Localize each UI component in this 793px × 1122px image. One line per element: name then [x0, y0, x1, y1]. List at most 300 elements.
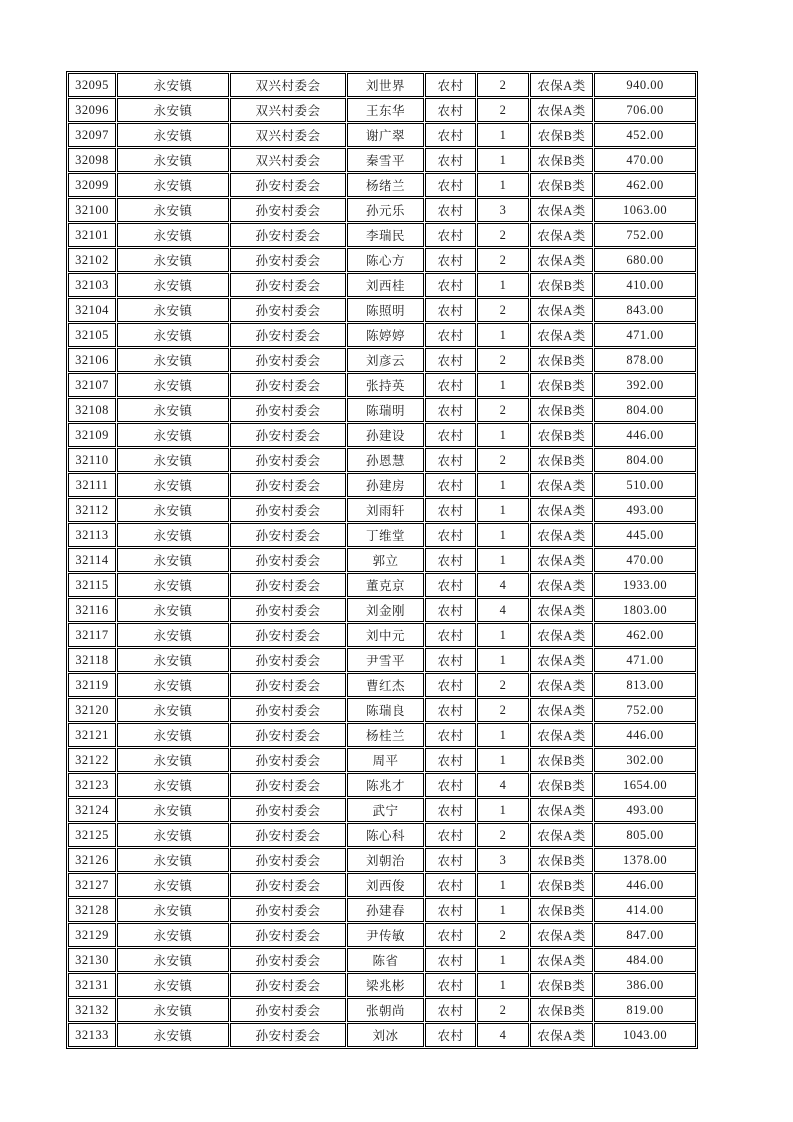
cell-count: 1: [477, 373, 529, 397]
cell-id: 32115: [68, 573, 116, 597]
cell-amount: 510.00: [594, 473, 696, 497]
cell-category: 农村: [425, 748, 476, 772]
cell-category: 农村: [425, 773, 476, 797]
cell-name: 王东华: [347, 98, 424, 122]
cell-name: 刘彦云: [347, 348, 424, 372]
cell-name: 郭立: [347, 548, 424, 572]
cell-insurance-type: 农保B类: [530, 898, 593, 922]
cell-amount: 470.00: [594, 548, 696, 572]
cell-category: 农村: [425, 973, 476, 997]
cell-count: 1: [477, 973, 529, 997]
cell-insurance-type: 农保B类: [530, 448, 593, 472]
table-row: [68, 998, 696, 1022]
cell-id: 32097: [68, 123, 116, 147]
cell-count: 1: [477, 648, 529, 672]
cell-id: 32107: [68, 373, 116, 397]
cell-count: 1: [477, 473, 529, 497]
cell-amount: 843.00: [594, 298, 696, 322]
cell-amount: 940.00: [594, 73, 696, 97]
cell-id: 32131: [68, 973, 116, 997]
table-row: [68, 223, 696, 247]
cell-town: 永安镇: [117, 198, 229, 222]
cell-amount: 819.00: [594, 998, 696, 1022]
cell-name: 陈心方: [347, 248, 424, 272]
cell-insurance-type: 农保A类: [530, 823, 593, 847]
cell-town: 永安镇: [117, 273, 229, 297]
cell-insurance-type: 农保A类: [530, 573, 593, 597]
cell-insurance-type: 农保A类: [530, 323, 593, 347]
table-row: [68, 298, 696, 322]
table-row: [68, 873, 696, 897]
cell-category: 农村: [425, 498, 476, 522]
cell-name: 刘冰: [347, 1023, 424, 1047]
cell-amount: 471.00: [594, 648, 696, 672]
cell-id: 32096: [68, 98, 116, 122]
cell-town: 永安镇: [117, 323, 229, 347]
cell-village: 孙安村委会: [230, 1023, 346, 1047]
table-row: [68, 548, 696, 572]
cell-id: 32123: [68, 773, 116, 797]
cell-town: 永安镇: [117, 123, 229, 147]
cell-count: 4: [477, 1023, 529, 1047]
cell-town: 永安镇: [117, 873, 229, 897]
table-row: [68, 173, 696, 197]
cell-count: 1: [477, 123, 529, 147]
cell-amount: 446.00: [594, 423, 696, 447]
cell-insurance-type: 农保A类: [530, 698, 593, 722]
table-row: [68, 698, 696, 722]
cell-insurance-type: 农保A类: [530, 598, 593, 622]
cell-count: 4: [477, 773, 529, 797]
table-row: [68, 423, 696, 447]
cell-amount: 493.00: [594, 498, 696, 522]
cell-id: 32121: [68, 723, 116, 747]
cell-category: 农村: [425, 448, 476, 472]
cell-village: 孙安村委会: [230, 573, 346, 597]
cell-category: 农村: [425, 273, 476, 297]
cell-id: 32112: [68, 498, 116, 522]
table-row: [68, 948, 696, 972]
cell-insurance-type: 农保B类: [530, 398, 593, 422]
cell-count: 2: [477, 248, 529, 272]
cell-insurance-type: 农保A类: [530, 548, 593, 572]
cell-count: 2: [477, 73, 529, 97]
cell-id: 32116: [68, 598, 116, 622]
cell-insurance-type: 农保B类: [530, 348, 593, 372]
table-row: [68, 248, 696, 272]
cell-village: 孙安村委会: [230, 773, 346, 797]
cell-category: 农村: [425, 423, 476, 447]
cell-insurance-type: 农保B类: [530, 273, 593, 297]
cell-insurance-type: 农保B类: [530, 848, 593, 872]
cell-amount: 392.00: [594, 373, 696, 397]
cell-amount: 1933.00: [594, 573, 696, 597]
cell-insurance-type: 农保A类: [530, 98, 593, 122]
cell-category: 农村: [425, 348, 476, 372]
cell-village: 孙安村委会: [230, 473, 346, 497]
cell-count: 1: [477, 873, 529, 897]
cell-category: 农村: [425, 573, 476, 597]
cell-village: 孙安村委会: [230, 548, 346, 572]
cell-village: 孙安村委会: [230, 173, 346, 197]
cell-amount: 878.00: [594, 348, 696, 372]
cell-count: 2: [477, 673, 529, 697]
cell-name: 董克京: [347, 573, 424, 597]
cell-village: 双兴村委会: [230, 98, 346, 122]
cell-insurance-type: 农保A类: [530, 298, 593, 322]
cell-name: 刘金刚: [347, 598, 424, 622]
cell-village: 孙安村委会: [230, 523, 346, 547]
cell-category: 农村: [425, 223, 476, 247]
cell-amount: 1063.00: [594, 198, 696, 222]
cell-id: 32103: [68, 273, 116, 297]
cell-category: 农村: [425, 848, 476, 872]
cell-town: 永安镇: [117, 698, 229, 722]
cell-category: 农村: [425, 723, 476, 747]
cell-town: 永安镇: [117, 498, 229, 522]
cell-id: 32099: [68, 173, 116, 197]
cell-name: 刘雨轩: [347, 498, 424, 522]
cell-village: 孙安村委会: [230, 423, 346, 447]
cell-name: 武宁: [347, 798, 424, 822]
table-row: [68, 573, 696, 597]
cell-village: 孙安村委会: [230, 273, 346, 297]
cell-village: 双兴村委会: [230, 148, 346, 172]
table-row: [68, 123, 696, 147]
cell-name: 孙建春: [347, 898, 424, 922]
cell-town: 永安镇: [117, 448, 229, 472]
cell-name: 张朝尚: [347, 998, 424, 1022]
cell-id: 32110: [68, 448, 116, 472]
table-row: [68, 823, 696, 847]
cell-village: 孙安村委会: [230, 248, 346, 272]
table-row: [68, 673, 696, 697]
cell-count: 1: [477, 948, 529, 972]
cell-village: 孙安村委会: [230, 373, 346, 397]
cell-category: 农村: [425, 598, 476, 622]
cell-town: 永安镇: [117, 548, 229, 572]
cell-count: 4: [477, 573, 529, 597]
cell-id: 32127: [68, 873, 116, 897]
cell-village: 孙安村委会: [230, 973, 346, 997]
cell-village: 孙安村委会: [230, 448, 346, 472]
cell-count: 1: [477, 623, 529, 647]
cell-id: 32106: [68, 348, 116, 372]
table-row: [68, 973, 696, 997]
cell-insurance-type: 农保B类: [530, 998, 593, 1022]
table-row: [68, 198, 696, 222]
cell-amount: 805.00: [594, 823, 696, 847]
cell-count: 2: [477, 398, 529, 422]
cell-id: 32124: [68, 798, 116, 822]
cell-category: 农村: [425, 198, 476, 222]
cell-category: 农村: [425, 623, 476, 647]
cell-count: 2: [477, 698, 529, 722]
cell-category: 农村: [425, 898, 476, 922]
cell-name: 陈照明: [347, 298, 424, 322]
table-row: [68, 148, 696, 172]
cell-name: 李瑞民: [347, 223, 424, 247]
cell-count: 2: [477, 348, 529, 372]
cell-count: 1: [477, 523, 529, 547]
cell-insurance-type: 农保A类: [530, 473, 593, 497]
cell-amount: 302.00: [594, 748, 696, 772]
cell-category: 农村: [425, 298, 476, 322]
cell-id: 32117: [68, 623, 116, 647]
cell-amount: 804.00: [594, 398, 696, 422]
cell-amount: 752.00: [594, 223, 696, 247]
cell-count: 1: [477, 148, 529, 172]
cell-category: 农村: [425, 323, 476, 347]
cell-town: 永安镇: [117, 573, 229, 597]
cell-name: 孙建设: [347, 423, 424, 447]
cell-id: 32102: [68, 248, 116, 272]
table-row: [68, 323, 696, 347]
cell-village: 孙安村委会: [230, 948, 346, 972]
cell-name: 陈省: [347, 948, 424, 972]
table-row: [68, 898, 696, 922]
cell-category: 农村: [425, 923, 476, 947]
cell-count: 2: [477, 98, 529, 122]
cell-town: 永安镇: [117, 173, 229, 197]
table-row: [68, 98, 696, 122]
cell-category: 农村: [425, 673, 476, 697]
cell-id: 32120: [68, 698, 116, 722]
cell-village: 孙安村委会: [230, 323, 346, 347]
cell-town: 永安镇: [117, 398, 229, 422]
cell-town: 永安镇: [117, 948, 229, 972]
cell-town: 永安镇: [117, 798, 229, 822]
cell-name: 张持英: [347, 373, 424, 397]
cell-insurance-type: 农保A类: [530, 948, 593, 972]
cell-village: 孙安村委会: [230, 223, 346, 247]
cell-amount: 470.00: [594, 148, 696, 172]
cell-town: 永安镇: [117, 723, 229, 747]
cell-category: 农村: [425, 98, 476, 122]
cell-amount: 813.00: [594, 673, 696, 697]
cell-town: 永安镇: [117, 523, 229, 547]
cell-town: 永安镇: [117, 248, 229, 272]
cell-count: 1: [477, 748, 529, 772]
cell-id: 32129: [68, 923, 116, 947]
cell-id: 32100: [68, 198, 116, 222]
cell-town: 永安镇: [117, 748, 229, 772]
cell-village: 孙安村委会: [230, 898, 346, 922]
cell-count: 2: [477, 823, 529, 847]
cell-name: 孙恩慧: [347, 448, 424, 472]
cell-village: 孙安村委会: [230, 723, 346, 747]
cell-amount: 680.00: [594, 248, 696, 272]
cell-category: 农村: [425, 948, 476, 972]
cell-village: 孙安村委会: [230, 298, 346, 322]
cell-category: 农村: [425, 473, 476, 497]
cell-category: 农村: [425, 548, 476, 572]
cell-name: 曹红杰: [347, 673, 424, 697]
cell-count: 1: [477, 898, 529, 922]
cell-category: 农村: [425, 1023, 476, 1047]
table-row: [68, 723, 696, 747]
cell-id: 32122: [68, 748, 116, 772]
cell-town: 永安镇: [117, 623, 229, 647]
cell-name: 周平: [347, 748, 424, 772]
cell-insurance-type: 农保A类: [530, 198, 593, 222]
cell-count: 4: [477, 598, 529, 622]
cell-village: 孙安村委会: [230, 673, 346, 697]
cell-village: 孙安村委会: [230, 623, 346, 647]
cell-town: 永安镇: [117, 98, 229, 122]
table-row: [68, 348, 696, 372]
cell-name: 陈瑞明: [347, 398, 424, 422]
cell-count: 2: [477, 923, 529, 947]
cell-name: 杨桂兰: [347, 723, 424, 747]
table-body: [68, 73, 696, 1047]
cell-insurance-type: 农保A类: [530, 798, 593, 822]
cell-category: 农村: [425, 823, 476, 847]
cell-amount: 414.00: [594, 898, 696, 922]
cell-category: 农村: [425, 998, 476, 1022]
table-row: [68, 798, 696, 822]
cell-name: 杨绪兰: [347, 173, 424, 197]
table-row: [68, 73, 696, 97]
cell-town: 永安镇: [117, 648, 229, 672]
cell-id: 32128: [68, 898, 116, 922]
cell-category: 农村: [425, 373, 476, 397]
cell-name: 陈兆才: [347, 773, 424, 797]
cell-town: 永安镇: [117, 973, 229, 997]
cell-category: 农村: [425, 398, 476, 422]
cell-id: 32119: [68, 673, 116, 697]
cell-village: 孙安村委会: [230, 923, 346, 947]
cell-id: 32104: [68, 298, 116, 322]
cell-name: 尹传敏: [347, 923, 424, 947]
table-row: [68, 523, 696, 547]
cell-amount: 446.00: [594, 723, 696, 747]
cell-id: 32114: [68, 548, 116, 572]
cell-id: 32132: [68, 998, 116, 1022]
cell-amount: 752.00: [594, 698, 696, 722]
benefit-table: [66, 71, 698, 1049]
cell-name: 刘世界: [347, 73, 424, 97]
cell-count: 2: [477, 998, 529, 1022]
table-row: [68, 848, 696, 872]
table-row: [68, 1023, 696, 1047]
cell-category: 农村: [425, 148, 476, 172]
cell-town: 永安镇: [117, 73, 229, 97]
cell-category: 农村: [425, 73, 476, 97]
cell-name: 陈婷婷: [347, 323, 424, 347]
cell-town: 永安镇: [117, 923, 229, 947]
cell-insurance-type: 农保A类: [530, 673, 593, 697]
cell-amount: 1378.00: [594, 848, 696, 872]
cell-name: 刘西桂: [347, 273, 424, 297]
table-row: [68, 748, 696, 772]
cell-amount: 452.00: [594, 123, 696, 147]
cell-amount: 1043.00: [594, 1023, 696, 1047]
cell-insurance-type: 农保B类: [530, 773, 593, 797]
cell-town: 永安镇: [117, 1023, 229, 1047]
cell-insurance-type: 农保A类: [530, 223, 593, 247]
cell-village: 孙安村委会: [230, 823, 346, 847]
cell-insurance-type: 农保B类: [530, 973, 593, 997]
cell-insurance-type: 农保A类: [530, 248, 593, 272]
cell-count: 1: [477, 798, 529, 822]
cell-village: 孙安村委会: [230, 848, 346, 872]
cell-name: 孙建房: [347, 473, 424, 497]
cell-village: 双兴村委会: [230, 73, 346, 97]
cell-town: 永安镇: [117, 848, 229, 872]
cell-name: 刘西俊: [347, 873, 424, 897]
cell-insurance-type: 农保B类: [530, 148, 593, 172]
cell-insurance-type: 农保A类: [530, 73, 593, 97]
cell-name: 谢广翠: [347, 123, 424, 147]
cell-town: 永安镇: [117, 298, 229, 322]
table-row: [68, 598, 696, 622]
cell-name: 秦雪平: [347, 148, 424, 172]
cell-id: 32108: [68, 398, 116, 422]
cell-count: 1: [477, 548, 529, 572]
cell-id: 32101: [68, 223, 116, 247]
cell-amount: 462.00: [594, 623, 696, 647]
table-row: [68, 398, 696, 422]
cell-insurance-type: 农保B类: [530, 373, 593, 397]
cell-amount: 462.00: [594, 173, 696, 197]
cell-id: 32118: [68, 648, 116, 672]
cell-count: 3: [477, 198, 529, 222]
cell-amount: 706.00: [594, 98, 696, 122]
cell-village: 孙安村委会: [230, 798, 346, 822]
cell-category: 农村: [425, 698, 476, 722]
cell-amount: 471.00: [594, 323, 696, 347]
cell-insurance-type: 农保A类: [530, 723, 593, 747]
cell-category: 农村: [425, 173, 476, 197]
cell-town: 永安镇: [117, 598, 229, 622]
cell-village: 孙安村委会: [230, 998, 346, 1022]
cell-town: 永安镇: [117, 348, 229, 372]
cell-id: 32109: [68, 423, 116, 447]
cell-amount: 484.00: [594, 948, 696, 972]
cell-amount: 804.00: [594, 448, 696, 472]
cell-name: 孙元乐: [347, 198, 424, 222]
cell-name: 陈瑞良: [347, 698, 424, 722]
cell-count: 3: [477, 848, 529, 872]
cell-count: 1: [477, 273, 529, 297]
cell-id: 32130: [68, 948, 116, 972]
cell-category: 农村: [425, 873, 476, 897]
table-row: [68, 373, 696, 397]
cell-id: 32133: [68, 1023, 116, 1047]
cell-amount: 410.00: [594, 273, 696, 297]
cell-category: 农村: [425, 798, 476, 822]
cell-insurance-type: 农保A类: [530, 623, 593, 647]
cell-name: 梁兆彬: [347, 973, 424, 997]
cell-id: 32095: [68, 73, 116, 97]
cell-name: 丁维堂: [347, 523, 424, 547]
cell-town: 永安镇: [117, 898, 229, 922]
cell-name: 刘朝治: [347, 848, 424, 872]
cell-amount: 1803.00: [594, 598, 696, 622]
cell-insurance-type: 农保B类: [530, 173, 593, 197]
cell-id: 32111: [68, 473, 116, 497]
cell-insurance-type: 农保A类: [530, 523, 593, 547]
cell-name: 刘中元: [347, 623, 424, 647]
cell-village: 双兴村委会: [230, 123, 346, 147]
cell-town: 永安镇: [117, 148, 229, 172]
cell-count: 1: [477, 498, 529, 522]
cell-insurance-type: 农保A类: [530, 923, 593, 947]
cell-insurance-type: 农保A类: [530, 648, 593, 672]
cell-category: 农村: [425, 248, 476, 272]
cell-count: 1: [477, 323, 529, 347]
